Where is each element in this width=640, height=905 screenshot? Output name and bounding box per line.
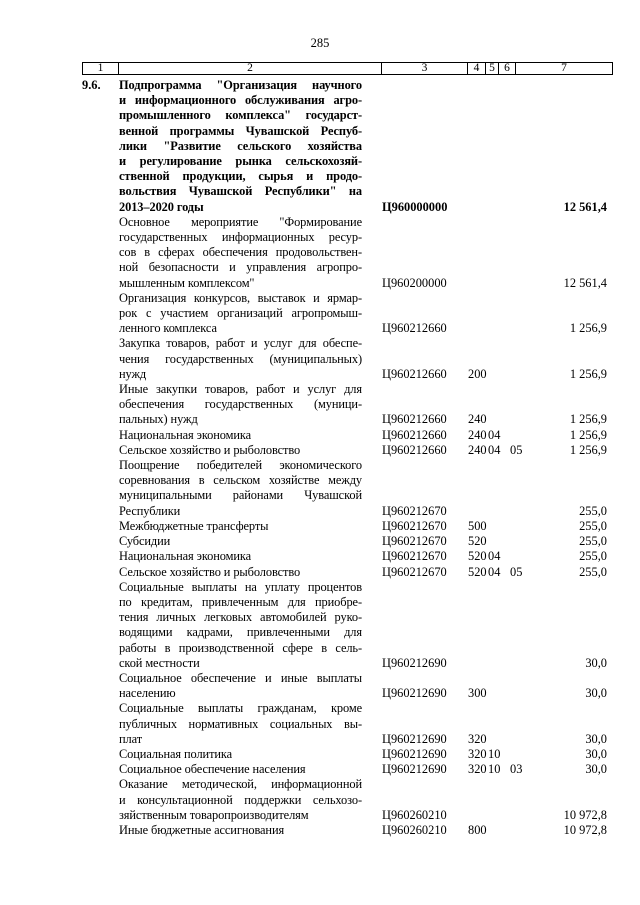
row-name xyxy=(119,701,362,747)
row-name-line: промышленного комплекса" государст- xyxy=(119,108,362,123)
row-name-line: Субсидии xyxy=(119,534,171,549)
row-name xyxy=(119,671,362,701)
row-name-line: населению xyxy=(119,686,176,701)
section-code: 04 xyxy=(488,564,501,579)
row-name-line: Закупка товаров, работ и услуг для обеспе- xyxy=(119,336,362,351)
expense-type: 300 xyxy=(468,686,487,701)
row-name-line: мышленным комплексом" xyxy=(119,275,255,290)
subsection-code: 03 xyxy=(510,762,523,777)
classification-code: Ц960212660 xyxy=(382,427,447,442)
classification-code: Ц960212670 xyxy=(382,564,447,579)
amount: 255,0 xyxy=(579,534,607,549)
table-row xyxy=(0,382,640,428)
row-name-line: Социальные выплаты на уплату процентов xyxy=(119,579,362,594)
row-name-line: Иные бюджетные ассигнования xyxy=(119,822,285,837)
row-name-line: венной программы Чувашской Респуб- xyxy=(119,123,362,138)
classification-code: Ц960212670 xyxy=(382,534,447,549)
classification-code: Ц960212690 xyxy=(382,731,447,746)
amount: 1 256,9 xyxy=(569,321,607,336)
expense-type: 320 xyxy=(468,746,487,761)
expense-type: 520 xyxy=(468,549,487,564)
table-row xyxy=(0,443,640,458)
amount: 255,0 xyxy=(579,549,607,564)
classification-code: Ц960200000 xyxy=(382,275,447,290)
row-name-line: Поощрение победителей экономического xyxy=(119,458,362,473)
classification-code: Ц960212660 xyxy=(382,442,447,457)
amount: 1 256,9 xyxy=(569,427,607,442)
classification-code: Ц960212690 xyxy=(382,655,447,670)
amount: 255,0 xyxy=(579,564,607,579)
row-name-line: Межбюджетные трансферты xyxy=(119,518,269,533)
table-header-row xyxy=(82,62,613,75)
row-name-line: по кредитам, привлеченным для приобре- xyxy=(119,594,362,609)
row-name-line: Национальная экономика xyxy=(119,427,252,442)
row-name-line: Иные закупки товаров, работ и услуг для xyxy=(119,382,362,397)
section-code: 04 xyxy=(488,549,501,564)
row-name xyxy=(119,336,362,382)
table-row xyxy=(0,458,640,519)
classification-code: Ц960000000 xyxy=(382,199,448,214)
row-name xyxy=(119,534,362,549)
amount: 12 561,4 xyxy=(563,199,607,214)
table-row xyxy=(0,701,640,747)
row-name-line: и консультационной поддержки сельхозо- xyxy=(119,792,362,807)
row-name-line: и регулирование рынка сельскохозяй- xyxy=(119,154,362,169)
row-name-line: публичных нормативных социальных вы- xyxy=(119,716,362,731)
table-row xyxy=(0,215,640,291)
classification-code: Ц960212670 xyxy=(382,549,447,564)
table-row xyxy=(0,671,640,701)
header-cell-3: 3 xyxy=(382,63,468,74)
classification-code: Ц960212690 xyxy=(382,686,447,701)
classification-code: Ц960212660 xyxy=(382,366,447,381)
row-name-line: Социальное обеспечение населения xyxy=(119,762,306,777)
row-name xyxy=(119,565,362,580)
subsection-code: 05 xyxy=(510,442,523,457)
amount: 1 256,9 xyxy=(569,366,607,381)
row-name xyxy=(119,382,362,428)
section-code: 10 xyxy=(488,762,501,777)
classification-code: Ц960212660 xyxy=(382,321,447,336)
amount: 1 256,9 xyxy=(569,412,607,427)
amount: 10 972,8 xyxy=(563,822,607,837)
classification-code: Ц960212660 xyxy=(382,412,447,427)
row-name-line: работы в производственной сфере в сель- xyxy=(119,640,362,655)
row-name-line: вольствия Чувашской Республики" на xyxy=(119,184,362,199)
table-row xyxy=(0,336,640,382)
table-row xyxy=(0,534,640,549)
table-row xyxy=(0,580,640,671)
table-row xyxy=(0,565,640,580)
classification-code: Ц960212690 xyxy=(382,746,447,761)
row-name-line: 2013–2020 годы xyxy=(119,199,204,214)
classification-code: Ц960212670 xyxy=(382,503,447,518)
section-code: 04 xyxy=(488,427,501,442)
row-name-line: тения личных легковых автомобилей руко- xyxy=(119,610,362,625)
row-name-line: Подпрограмма "Организация научного xyxy=(119,78,362,92)
table-row xyxy=(0,762,640,777)
row-name-line: муниципальными районами Чувашской xyxy=(119,488,362,503)
expense-type: 320 xyxy=(468,731,487,746)
expense-type: 520 xyxy=(468,564,487,579)
row-name xyxy=(119,519,362,534)
header-cell-4: 4 xyxy=(468,63,486,74)
row-name-line: Основное мероприятие "Формирование xyxy=(119,214,362,229)
row-name xyxy=(119,291,362,337)
row-name-line: водящими кадрами, привлеченными для xyxy=(119,625,362,640)
amount: 30,0 xyxy=(585,746,607,761)
table-row xyxy=(0,291,640,337)
table-row xyxy=(0,777,640,823)
classification-code: Ц960212690 xyxy=(382,762,447,777)
expense-type: 240 xyxy=(468,442,487,457)
header-cell-1: 1 xyxy=(83,63,119,74)
row-name xyxy=(119,549,362,564)
table-row xyxy=(0,549,640,564)
expense-type: 520 xyxy=(468,534,487,549)
row-name-line: ной безопасности и управления агропро- xyxy=(119,260,362,275)
expense-type: 200 xyxy=(468,366,487,381)
header-cell-7: 7 xyxy=(561,62,567,74)
row-name-line: плат xyxy=(119,731,143,746)
classification-code: Ц960212670 xyxy=(382,518,447,533)
amount: 10 972,8 xyxy=(563,807,607,822)
row-name-line: зяйственным товаропроизводителям xyxy=(119,807,309,822)
amount: 255,0 xyxy=(579,518,607,533)
table-row xyxy=(0,823,640,838)
row-name-line: ской местности xyxy=(119,655,200,670)
row-name-line: Социальное обеспечение и иные выплаты xyxy=(119,670,362,685)
expense-type: 320 xyxy=(468,762,487,777)
row-name-line: нужд xyxy=(119,366,147,381)
table-row xyxy=(0,428,640,443)
header-cell-2: 2 xyxy=(119,63,382,74)
header-cell-5: 5 xyxy=(486,63,499,74)
expense-type: 800 xyxy=(468,822,487,837)
budget-table xyxy=(0,78,640,838)
row-name-line: Социальные выплаты гражданам, кроме xyxy=(119,701,362,716)
row-name-line: рок с участием организаций агропромыш- xyxy=(119,306,362,321)
row-name-line: Сельское хозяйство и рыболовство xyxy=(119,442,301,457)
section-code: 04 xyxy=(488,442,501,457)
row-name-line: ленного комплекса xyxy=(119,321,217,336)
row-name-line: пальных) нужд xyxy=(119,412,198,427)
row-name xyxy=(119,762,362,777)
row-name-line: ственной продукции, сырья и продо- xyxy=(119,169,362,184)
row-name-line: Оказание методической, информационной xyxy=(119,777,362,792)
row-name-line: лики "Развитие сельского хозяйства xyxy=(119,138,362,153)
row-name xyxy=(119,215,362,291)
amount: 30,0 xyxy=(585,655,607,670)
amount: 30,0 xyxy=(585,762,607,777)
expense-type: 500 xyxy=(468,518,487,533)
row-name-line: Национальная экономика xyxy=(119,549,252,564)
section-code: 10 xyxy=(488,746,501,761)
row-name-line: Сельское хозяйство и рыболовство xyxy=(119,564,301,579)
row-name-line: сов в сферах обеспечения продовольствен- xyxy=(119,245,362,260)
amount: 30,0 xyxy=(585,731,607,746)
table-row xyxy=(0,519,640,534)
row-name xyxy=(119,580,362,671)
row-name-line: и информационного обслуживания агро- xyxy=(119,93,362,108)
row-name xyxy=(119,823,362,838)
row-name xyxy=(119,443,362,458)
row-name xyxy=(119,777,362,823)
table-row xyxy=(0,78,640,215)
expense-type: 240 xyxy=(468,412,487,427)
classification-code: Ц960260210 xyxy=(382,807,447,822)
amount: 12 561,4 xyxy=(563,275,607,290)
table-row xyxy=(0,747,640,762)
page-number: 285 xyxy=(310,36,330,50)
row-name-line: государственных информационных ресур- xyxy=(119,230,362,245)
amount: 1 256,9 xyxy=(569,442,607,457)
row-number: 9.6. xyxy=(82,78,101,92)
row-name-line: обеспечения государственных (муници- xyxy=(119,397,362,412)
row-name-line: соревнования в сельском хозяйстве между xyxy=(119,473,362,488)
header-cell-6: 6 xyxy=(499,63,516,74)
row-name-line: Социальная политика xyxy=(119,746,233,761)
subsection-code: 05 xyxy=(510,564,523,579)
row-name-line: Организация конкурсов, выставок и ярмар- xyxy=(119,290,362,305)
expense-type: 240 xyxy=(468,427,487,442)
amount: 30,0 xyxy=(585,686,607,701)
row-name xyxy=(119,458,362,519)
row-name xyxy=(119,747,362,762)
row-name-line: чения государственных (муниципальных) xyxy=(119,351,362,366)
amount: 255,0 xyxy=(579,503,607,518)
row-name xyxy=(119,78,362,215)
row-name-line: Республики xyxy=(119,503,181,518)
classification-code: Ц960260210 xyxy=(382,822,447,837)
row-name xyxy=(119,428,362,443)
